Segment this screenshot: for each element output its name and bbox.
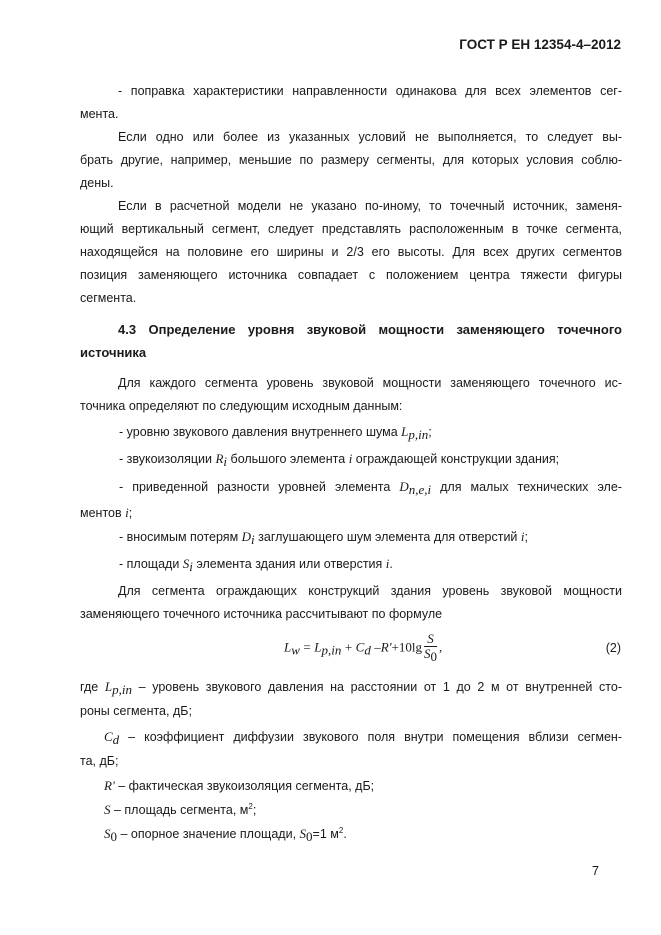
definition-s: S – площадь сегмента, $м^2$;	[104, 802, 257, 817]
section-heading-line2: источника	[80, 345, 147, 360]
para3-line4: позиция заменяющего источника совпадает с положением центра тяжести фигуры	[80, 268, 622, 282]
para5-line2: заменяющего точечного источника рассчитывают по формуле	[80, 607, 443, 621]
list-item-1: - уровню звукового давления внутреннего шума $L_{p,in}$;	[119, 424, 432, 442]
para2-line3: дены.	[80, 176, 114, 190]
formula-fraction: $\frac{S}{S_0}$	[423, 631, 437, 664]
para1-line1: - поправка характеристики направленности одинакова для всех элементов сег-	[118, 84, 622, 98]
para4-line2: точника определяют по следующим исходным данным:	[80, 399, 403, 413]
section-heading-line1: 4.3 Определение уровня звуковой мощности заменяющего точечного	[118, 322, 622, 337]
list-item-3-cont: ментов i;	[80, 505, 133, 520]
page-number: 7	[592, 864, 599, 878]
para4-line1: Для каждого сегмента уровень звуковой мощности заменяющего точечного ис-	[118, 376, 622, 390]
formula-2: $L_w = L_{p,in} + C_d$ –R'+10lg $\frac{S}{S_0}$ ,	[284, 631, 443, 664]
standard-header: ГОСТ Р ЕН 12354-4–2012	[459, 37, 621, 52]
list-item-2: - звукоизоляции $R_i$ большого элемента i ограждающей конструкции здания;	[119, 451, 560, 469]
formula-number: (2)	[605, 641, 621, 655]
para3-line5: сегмента.	[80, 291, 137, 305]
para2-line1: Если одно или более из указанных условий не выполняется, то следует вы-	[118, 130, 622, 144]
para1-line2: мента.	[80, 107, 119, 121]
definition-lpin-cont: роны сегмента, дБ;	[80, 704, 192, 718]
para3-line1: Если в расчетной модели не указано по-иному, то точечный источник, заменя-	[118, 199, 622, 213]
definition-s0: $S_0$ – опорное значение площади, $S_0=1$ $м^2$.	[104, 826, 347, 844]
list-item-3: - приведенной разности уровней элемента $D_{n,e,i}$ для малых технических эле-	[119, 479, 622, 497]
para3-line3: находящейся на половине его ширины и 2/3 его высоты. Для всех других сегментов	[80, 245, 622, 259]
para5-line1: Для сегмента ограждающих конструкций здания уровень звуковой мощности	[118, 584, 622, 598]
list-item-5: - площади $S_i$ элемента здания или отверстия i.	[119, 556, 393, 574]
definition-cd: $C_d$ – коэффициент диффузии звукового поля внутри помещения вблизи сегмен-	[104, 729, 622, 747]
para3-line2: ющий вертикальный сегмент, следует представлять расположенным в точке сегмента,	[80, 222, 622, 236]
definition-r: R' – фактическая звукоизоляция сегмента, дБ;	[104, 778, 375, 793]
para2-line2: брать другие, например, меньшие по размеру сегменты, для которых условия соблю-	[80, 153, 622, 167]
list-item-4: - вносимым потерям $D_i$ заглушающего шум элемента для отверстий i;	[119, 529, 529, 547]
definition-lpin: где $L_{p,in}$ – уровень звукового давления на расстоянии от 1 до 2 м от внутренней сто-	[80, 679, 622, 697]
definition-cd-cont: та, дБ;	[80, 754, 119, 768]
